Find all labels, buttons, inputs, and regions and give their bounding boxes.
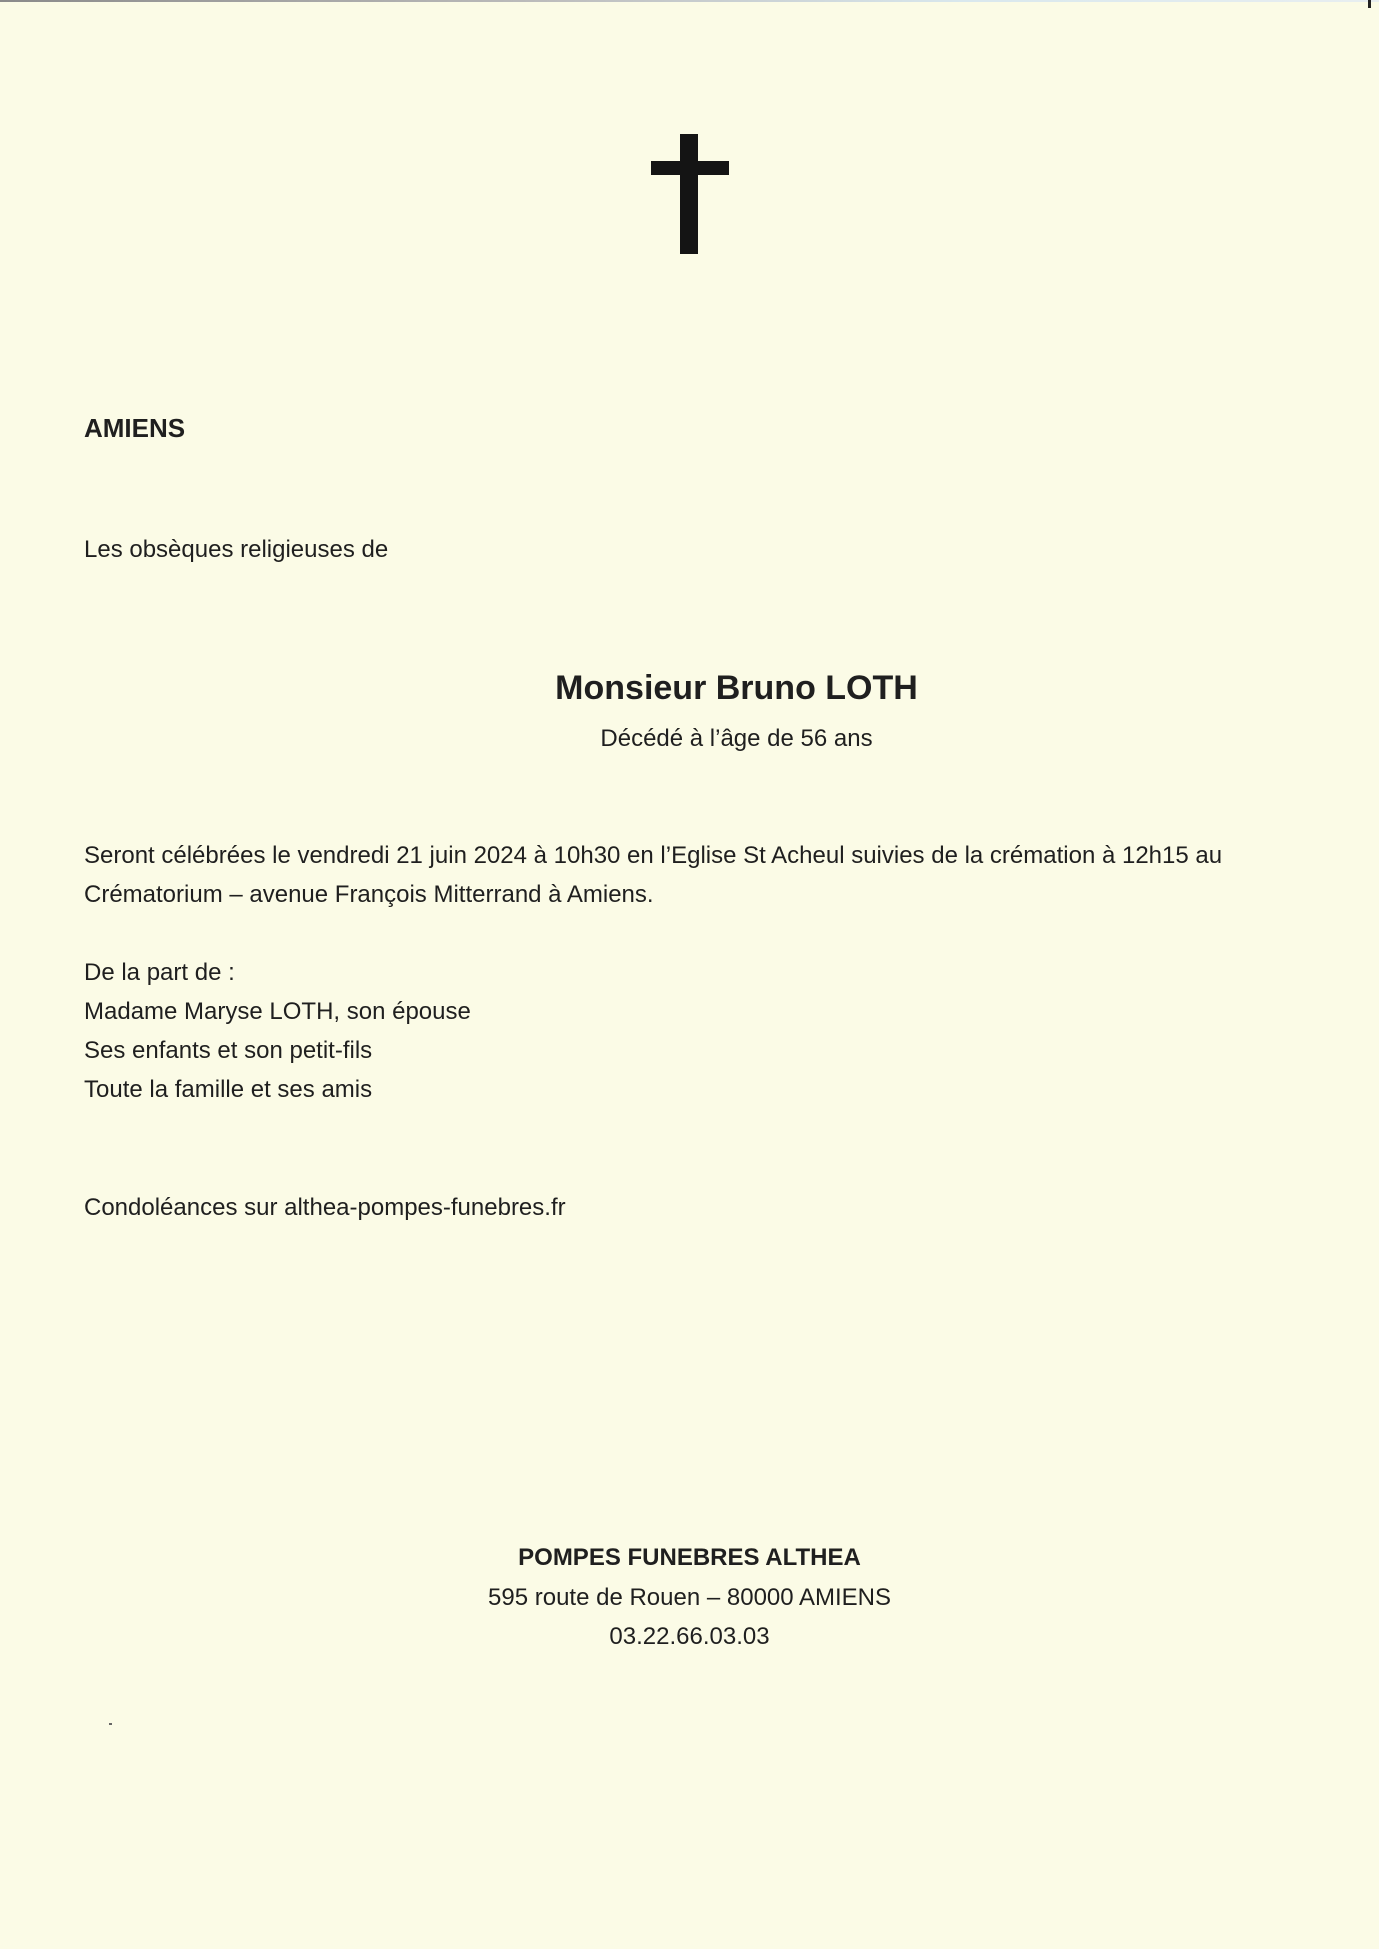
deceased-name: Monsieur Bruno LOTH (555, 669, 918, 707)
family-line: Toute la famille et ses amis (84, 1076, 373, 1103)
cross-vertical-bar (680, 134, 698, 254)
age-line: Décédé à l’âge de 56 ans (600, 725, 873, 752)
condolences-line: Condoléances sur althea-pompes-funebres.fr (84, 1194, 566, 1221)
city-heading: AMIENS (84, 413, 186, 443)
company-phone: 03.22.66.03.03 (609, 1623, 770, 1650)
family-line: Ses enfants et son petit-fils (84, 1037, 373, 1064)
company-address: 595 route de Rouen – 80000 AMIENS (488, 1584, 891, 1611)
company-name: POMPES FUNEBRES ALTHEA (518, 1544, 861, 1571)
top-edge-rule (0, 0, 1379, 2)
corner-mark (1368, 0, 1371, 8)
family-line: Madame Maryse LOTH, son épouse (84, 998, 471, 1025)
service-details-line-1: Seront célébrées le vendredi 21 juin 2024 à 10h30 en l’Eglise St Acheul suivies de la crémation à 12h15 au (84, 842, 1223, 869)
service-details-line-2: Crématorium – avenue François Mitterrand à Amiens. (84, 881, 654, 908)
cross-icon (651, 134, 729, 254)
from-heading: De la part de : (84, 959, 235, 986)
cross-horizontal-bar (651, 161, 729, 175)
intro-text: Les obsèques religieuses de (84, 536, 389, 563)
paper-speck (109, 1723, 112, 1725)
